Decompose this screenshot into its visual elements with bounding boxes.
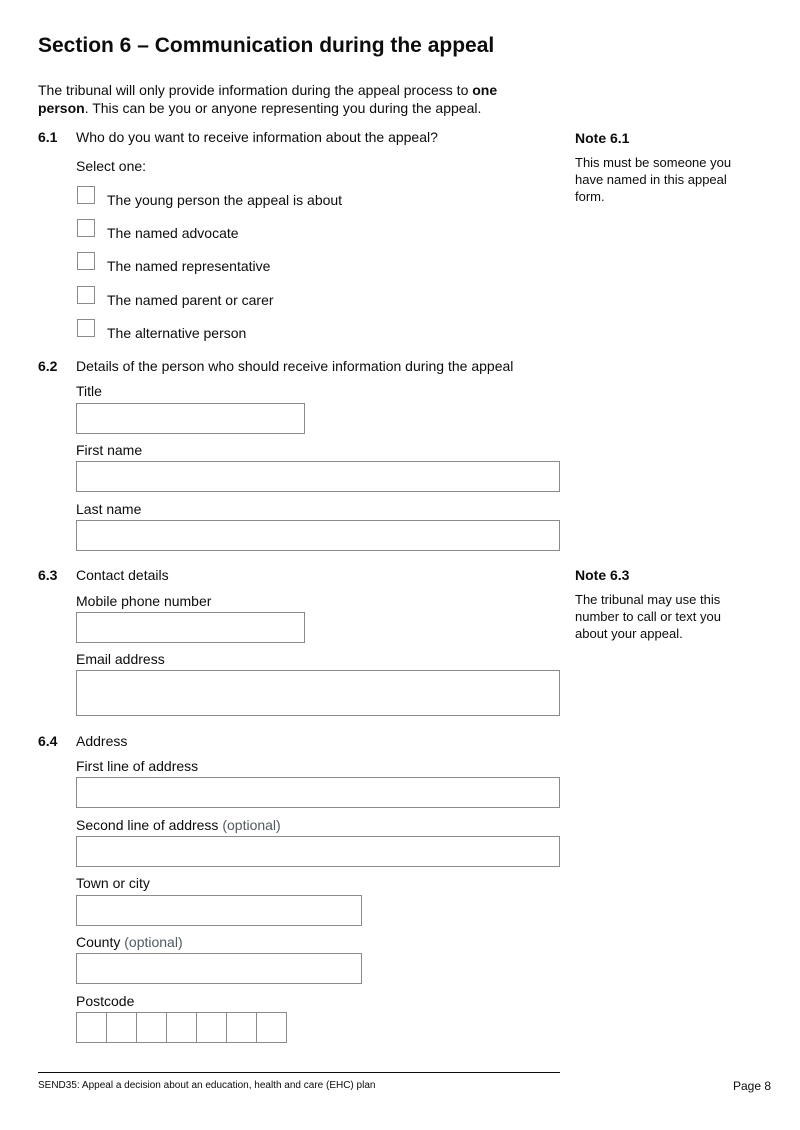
- postcode-box-4[interactable]: [166, 1012, 197, 1043]
- address-line2-label-text: Second line of address: [76, 817, 219, 833]
- first-name-input[interactable]: [76, 461, 560, 492]
- county-label-text: County: [76, 934, 121, 950]
- checkbox-named-advocate[interactable]: [77, 219, 95, 237]
- last-name-input[interactable]: [76, 520, 560, 551]
- postcode-boxes: [76, 1012, 286, 1043]
- town-label: Town or city: [76, 875, 150, 891]
- postcode-box-1[interactable]: [76, 1012, 107, 1043]
- mobile-label: Mobile phone number: [76, 593, 212, 609]
- mobile-input[interactable]: [76, 612, 305, 643]
- postcode-box-7[interactable]: [256, 1012, 287, 1043]
- question-text-6-1: Who do you want to receive information about the appeal?: [76, 129, 438, 145]
- optional-tag: (optional): [222, 817, 281, 833]
- intro-part2: . This can be you or anyone representing you during the appeal.: [84, 100, 482, 116]
- intro-part1: The tribunal will only provide information during the appeal process to: [38, 82, 473, 98]
- title-label: Title: [76, 383, 102, 399]
- address-line2-label: [76, 817, 281, 833]
- checkbox-alternative-person[interactable]: [77, 319, 95, 337]
- note-6-1-text: This must be someone you have named in this appeal form.: [575, 155, 732, 204]
- note-6-1-title: Note 6.1: [575, 130, 630, 146]
- title-input[interactable]: [76, 403, 305, 434]
- town-input[interactable]: [76, 895, 362, 926]
- postcode-box-6[interactable]: [226, 1012, 257, 1043]
- address-line2-input[interactable]: [76, 836, 560, 867]
- postcode-box-2[interactable]: [106, 1012, 137, 1043]
- question-text-6-3: Contact details: [76, 567, 169, 583]
- checkbox-label-parent-or-carer: The named parent or carer: [107, 292, 274, 308]
- postcode-box-3[interactable]: [136, 1012, 167, 1043]
- note-6-3-text: The tribunal may use this number to call or text you about your appeal.: [575, 592, 721, 641]
- email-label: Email address: [76, 651, 165, 667]
- question-number-6-3: 6.3: [38, 567, 58, 583]
- postcode-label: Postcode: [76, 993, 135, 1009]
- email-input[interactable]: [76, 670, 560, 716]
- address-line1-label: First line of address: [76, 758, 199, 774]
- question-text-6-4: Address: [76, 733, 128, 749]
- question-number-6-1: 6.1: [38, 129, 58, 145]
- checkbox-label-named-representative: The named representative: [107, 258, 271, 274]
- intro-bold: one person: [38, 82, 498, 116]
- note-6-3-title: Note 6.3: [575, 567, 630, 583]
- checkbox-parent-or-carer[interactable]: [77, 286, 95, 304]
- question-number-6-4: 6.4: [38, 733, 58, 749]
- county-label: [76, 934, 183, 950]
- page-title: Section 6 – Communication during the appeal: [38, 34, 495, 57]
- checkbox-label-named-advocate: The named advocate: [107, 225, 239, 241]
- question-text-6-2: Details of the person who should receive information during the appeal: [76, 358, 514, 374]
- county-input[interactable]: [76, 953, 362, 984]
- checkbox-label-young-person: The young person the appeal is about: [107, 192, 343, 208]
- checkbox-young-person[interactable]: [77, 186, 95, 204]
- checkbox-label-alternative-person: The alternative person: [107, 325, 247, 341]
- select-one-label: Select one:: [76, 158, 147, 174]
- postcode-box-5[interactable]: [196, 1012, 227, 1043]
- question-number-6-2: 6.2: [38, 358, 58, 374]
- optional-tag: (optional): [124, 934, 183, 950]
- checkbox-named-representative[interactable]: [77, 252, 95, 270]
- footer-form-title: SEND35: Appeal a decision about an education, health and care (EHC) plan: [38, 1080, 376, 1091]
- intro-text: [38, 81, 538, 117]
- first-name-label: First name: [76, 442, 143, 458]
- address-line1-input[interactable]: [76, 777, 560, 808]
- last-name-label: Last name: [76, 501, 142, 517]
- page-number: Page 8: [733, 1079, 772, 1093]
- footer-divider: [38, 1072, 560, 1073]
